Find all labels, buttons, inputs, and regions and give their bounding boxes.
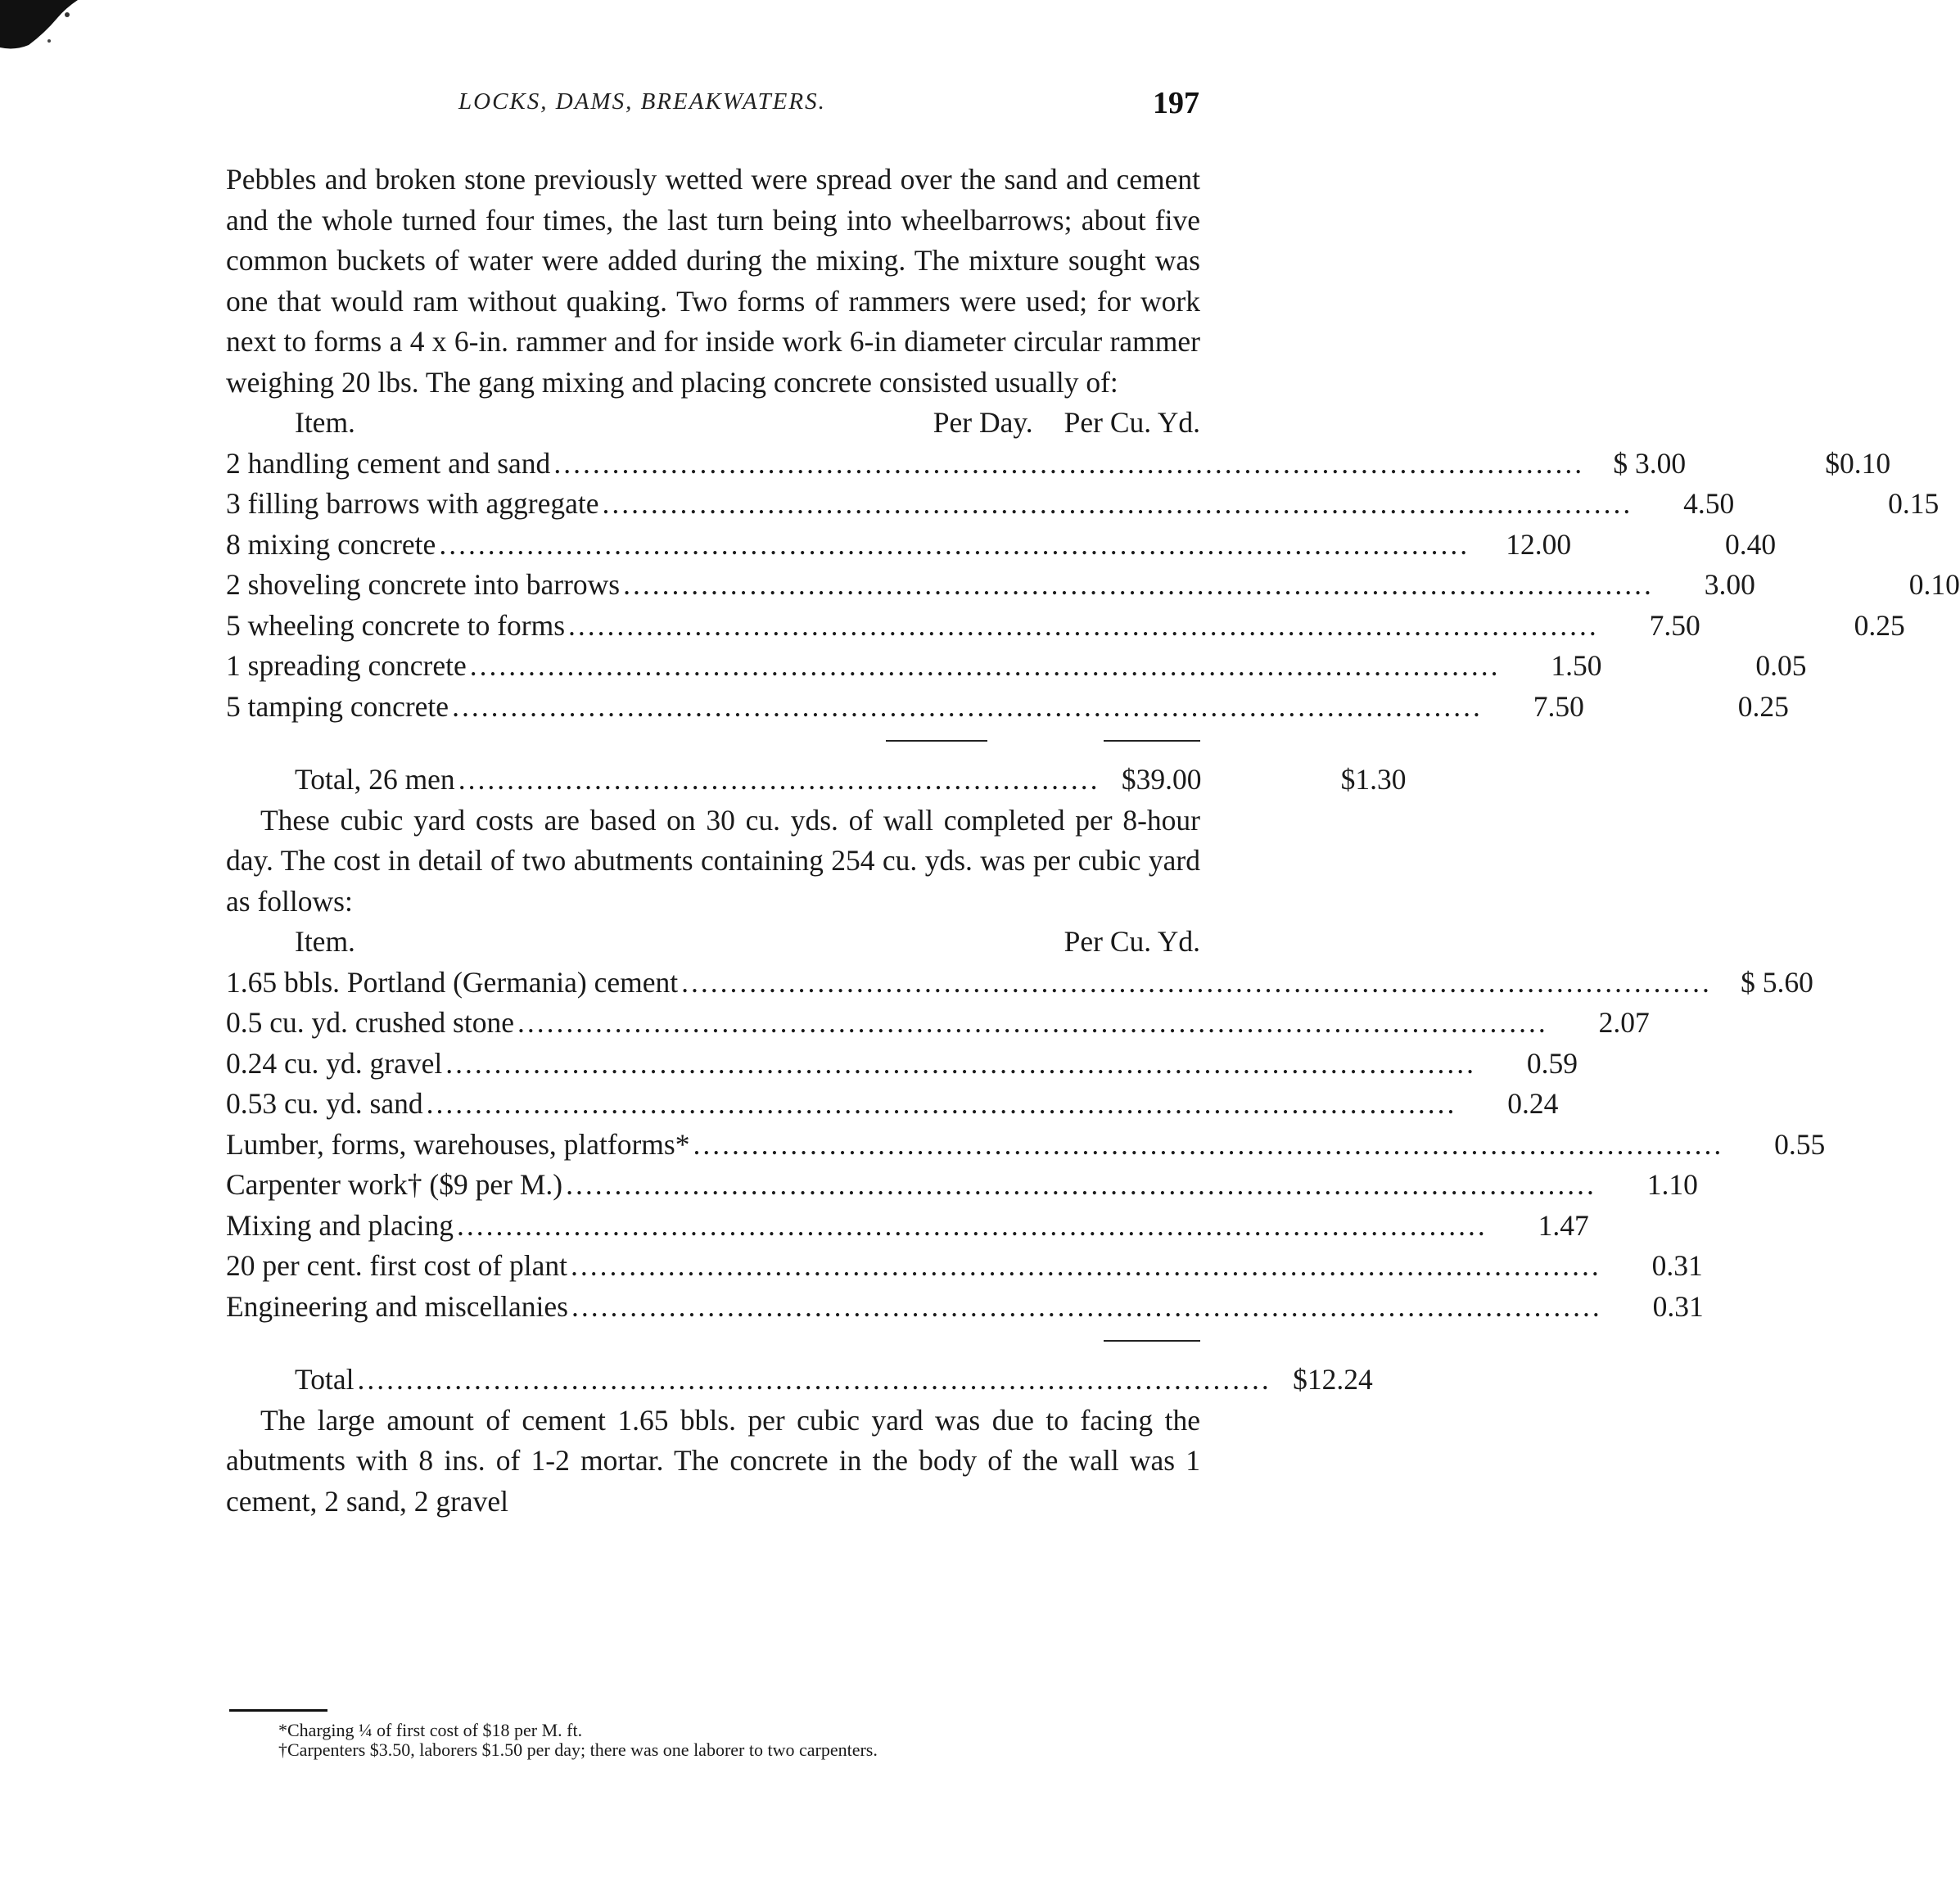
total-per-cu-yd: $12.24 <box>1293 1363 1373 1396</box>
row-item: 1.65 bbls. Portland (Germania) cement <box>226 965 679 999</box>
row-per-cu-yd: 0.59 <box>1526 1046 1578 1080</box>
row-per-cu-yd: 1.10 <box>1646 1168 1698 1201</box>
row-per-cu-yd: 0.25 <box>1737 689 1789 723</box>
row-per-day: 7.50 <box>1533 689 1584 723</box>
rule-per-day <box>886 740 987 742</box>
row-per-cu-yd: 0.31 <box>1652 1289 1704 1323</box>
page-body <box>226 160 1960 1522</box>
table-row <box>226 484 1940 525</box>
row-per-day: 1.50 <box>1551 649 1602 682</box>
running-title: LOCKS, DAMS, BREAKWATERS. <box>458 88 826 115</box>
total-label: Total <box>295 1363 355 1396</box>
row-item: Engineering and miscellanies <box>226 1289 568 1323</box>
header-item: Item. <box>295 925 355 958</box>
row-item: 2 shoveling concrete into barrows <box>226 568 621 601</box>
ink-blot-decoration <box>0 0 98 57</box>
row-per-cu-yd: 0.25 <box>1854 608 1905 642</box>
footnote-dagger: †Carpenters $3.50, laborers $1.50 per day; there was one laborer to two carpenters. <box>278 1739 878 1760</box>
table-row <box>226 565 1960 606</box>
table-row <box>226 1125 1826 1166</box>
row-item: 0.5 cu. yd. crushed stone <box>226 1006 514 1039</box>
table-row <box>226 1044 1578 1085</box>
leader-dots: .......................................................................................................... <box>566 1168 1596 1201</box>
leader-dots: .......................................................................................................... <box>693 1127 1724 1161</box>
row-item: 8 mixing concrete <box>226 527 436 561</box>
table-total-row <box>226 1360 1373 1401</box>
row-per-day: 7.50 <box>1649 608 1700 642</box>
rule-per-cu-yd <box>1104 740 1200 742</box>
row-per-cu-yd: 0.15 <box>1888 487 1940 520</box>
leader-dots: .......................................................................................................... <box>517 1006 1548 1039</box>
gang-cost-table <box>226 403 1960 801</box>
row-item: 20 per cent. first cost of plant <box>226 1249 568 1282</box>
table-row <box>226 1084 1559 1125</box>
row-item: 3 filling barrows with aggregate <box>226 487 599 520</box>
leader-dots: .......................................................................................................... <box>457 1208 1488 1242</box>
row-per-day: 3.00 <box>1704 568 1755 601</box>
table-row <box>226 646 1807 687</box>
leader-dots: .......................................................................................................... <box>553 446 1585 480</box>
leader-dots: .................................................................. <box>458 763 1100 796</box>
row-item: Mixing and placing <box>226 1208 454 1242</box>
leader-dots: .......................................................................................................... <box>571 1289 1602 1323</box>
paragraph-1: Pebbles and broken stone previously wetted were spread over the sand and cement and the whole turned four times, the last turn being into wheelbarrows; about five common buckets of water were added during the mixing. The mixture sought was one that would ram without quaking. Two forms of rammers were used; for work next to forms a 4 x 6-in. rammer and for inside work 6-in diameter circular rammer weighing 20 lbs. The gang mixing and placing concrete consisted usually of: <box>226 163 1200 399</box>
leader-dots: .............................................................................................. <box>357 1363 1271 1396</box>
row-item: 5 tamping concrete <box>226 689 449 723</box>
row-per-cu-yd: 0.10 <box>1908 568 1960 601</box>
table-row <box>226 687 1789 728</box>
paragraph-3: The large amount of cement 1.65 bbls. per cubic yard was due to facing the abutments with 8 ins. of 1-2 mortar. The concrete in the body of the wall was 1 cement, 2 sand, 2 gravel <box>226 1403 1200 1518</box>
row-item: 0.24 cu. yd. gravel <box>226 1046 443 1080</box>
header-per-cu-yd: Per Cu. Yd. <box>1064 406 1200 439</box>
row-item: 2 handling cement and sand <box>226 446 551 480</box>
leader-dots: .......................................................................................................... <box>568 608 1599 642</box>
rule-per-cu-yd <box>1104 1340 1200 1342</box>
sum-rules <box>226 1327 1200 1360</box>
table-row <box>226 1003 1650 1044</box>
abutment-cost-table <box>226 922 1826 1401</box>
leader-dots: .......................................................................................................... <box>445 1046 1476 1080</box>
row-per-cu-yd: 0.05 <box>1755 649 1807 682</box>
row-per-cu-yd: 1.47 <box>1538 1208 1589 1242</box>
table-row <box>226 606 1905 647</box>
table-row <box>226 444 1891 485</box>
paragraph-2: These cubic yard costs are based on 30 cu. yds. of wall completed per 8-hour day. The cost in detail of two abutments containing 254 cu. yds. was per cubic yard as follows: <box>226 803 1200 918</box>
leader-dots: .......................................................................................................... <box>681 965 1712 999</box>
row-per-cu-yd: 2.07 <box>1598 1006 1650 1039</box>
table-row <box>226 963 1813 1004</box>
row-per-day: $ 3.00 <box>1613 446 1687 480</box>
leader-dots: .......................................................................................................... <box>426 1087 1457 1120</box>
sum-rules <box>226 727 1200 760</box>
footnote-rule <box>229 1709 327 1712</box>
row-per-cu-yd: 0.31 <box>1651 1249 1703 1282</box>
row-per-cu-yd: 0.40 <box>1724 527 1777 561</box>
header-per-day: Per Day. <box>933 406 1033 439</box>
table-row <box>226 1287 1704 1328</box>
table-row <box>226 1206 1589 1247</box>
table-row <box>226 1165 1698 1206</box>
total-per-cu-yd: $1.30 <box>1340 763 1407 796</box>
footnote-asterisk: *Charging ¼ of first cost of $18 per M. ft. <box>278 1720 583 1740</box>
row-per-cu-yd: $ 5.60 <box>1741 965 1813 999</box>
table-row <box>226 1246 1703 1287</box>
total-label: Total, 26 men <box>295 763 455 796</box>
leader-dots: .......................................................................................................... <box>623 568 1654 601</box>
page-number: 197 <box>1153 86 1199 120</box>
row-per-cu-yd: 0.55 <box>1774 1127 1826 1161</box>
leader-dots: .......................................................................................................... <box>439 527 1470 561</box>
header-per-cu-yd: Per Cu. Yd. <box>1064 925 1200 958</box>
row-per-day: 12.00 <box>1506 527 1572 561</box>
row-item: Lumber, forms, warehouses, platforms* <box>226 1127 690 1161</box>
table-total-row <box>226 760 1407 801</box>
row-per-cu-yd: $0.10 <box>1825 446 1891 480</box>
row-item: 1 spreading concrete <box>226 649 467 682</box>
table-row <box>226 525 1777 566</box>
leader-dots: .......................................................................................................... <box>602 487 1633 520</box>
row-per-cu-yd: 0.24 <box>1507 1087 1559 1120</box>
table-header-row <box>226 403 1200 444</box>
row-item: 5 wheeling concrete to forms <box>226 608 566 642</box>
leader-dots: .......................................................................................................... <box>571 1249 1601 1282</box>
leader-dots: .......................................................................................................... <box>469 649 1501 682</box>
table-header-row <box>226 922 1200 963</box>
leader-dots: .......................................................................................................... <box>452 689 1483 723</box>
header-item: Item. <box>295 406 355 439</box>
row-per-day: 4.50 <box>1683 487 1735 520</box>
row-item: 0.53 cu. yd. sand <box>226 1087 423 1120</box>
row-item: Carpenter work† ($9 per M.) <box>226 1168 563 1201</box>
total-per-day: $39.00 <box>1121 763 1202 796</box>
footnotes <box>229 1721 1204 1760</box>
